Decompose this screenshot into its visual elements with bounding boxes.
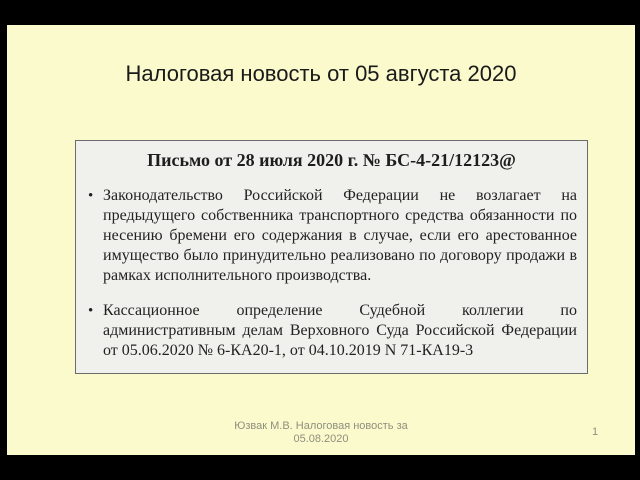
bullet-item: • Законодательство Российской Федерации не возлагает на предыдущего собственника транспортного средства обязанности по несению бремени его содержания в случае, если его арестованное имущество было принудительно реализовано по договору продажи в рамках исполнительного производства. (86, 186, 577, 286)
bullet-item: • Кассационное определение Судебной коллегии по административным делам Верховного Суда Российской Федерации от 05.06.2020 № 6-КА20-1, от 04.10.2019 N 71-КА19-3 (86, 301, 577, 361)
bullet-list (86, 186, 587, 361)
presentation-slide (7, 25, 635, 455)
letter-heading: Письмо от 28 июля 2020 г. № БС-4-21/12123@ (147, 150, 516, 170)
page-number: 1 (591, 426, 599, 438)
slide-footer: Юзвак М.В. Налоговая новость за 05.08.2020 (234, 420, 408, 445)
content-box (75, 140, 588, 374)
slide-title: Налоговая новость от 05 августа 2020 (125, 61, 517, 86)
